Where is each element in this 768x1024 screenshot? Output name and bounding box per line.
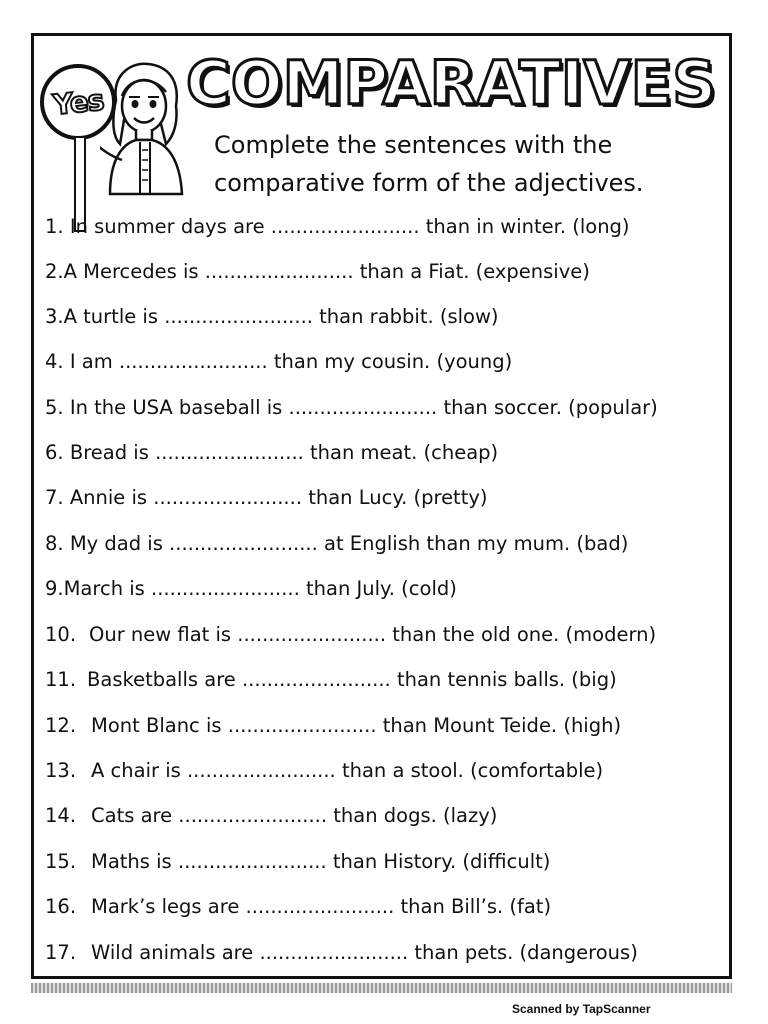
sentence-number: 11. <box>45 668 77 691</box>
sentence-number: 2. <box>45 260 64 283</box>
scanner-watermark: Scanned by TapScanner <box>512 1002 651 1016</box>
scan-edge-strip <box>31 983 732 993</box>
sentence-number: 3. <box>45 305 64 328</box>
sentence-text: In the USA baseball is ........................ than soccer. (popular) <box>69 396 658 419</box>
sentence-item <box>45 849 550 875</box>
sentence-text: My dad is ........................ at English than my mum. (bad) <box>69 532 629 555</box>
instructions-line-2: comparative form of the adjectives. <box>214 169 644 197</box>
sentence-number: 10. <box>45 623 77 646</box>
sentence-item <box>45 713 621 739</box>
instructions-line-1: Complete the sentences with the <box>214 131 613 159</box>
sentence-text: Basketballs are ........................ than tennis balls. (big) <box>87 668 617 691</box>
sentence-item <box>45 214 630 240</box>
sentence-text: Mont Blanc is ........................ than Mount Teide. (high) <box>91 714 622 737</box>
sentence-number: 12. <box>45 714 77 737</box>
sentence-item <box>45 758 603 784</box>
sentence-item <box>45 667 617 693</box>
sentence-item <box>45 940 638 966</box>
sentence-text: Maths is ........................ than History. (difficult) <box>91 850 551 873</box>
sentence-item <box>45 531 628 557</box>
sentence-number: 17. <box>45 941 77 964</box>
sentence-item <box>45 803 497 829</box>
sentence-number: 13. <box>45 759 77 782</box>
sentence-text: Mark’s legs are ........................ than Bill’s. (fat) <box>91 895 552 918</box>
sentence-text: Bread is ........................ than meat. (cheap) <box>69 441 499 464</box>
sentence-item <box>45 894 551 920</box>
sentence-number: 15. <box>45 850 77 873</box>
sentence-item <box>45 485 488 511</box>
sentence-text: A chair is ........................ than a stool. (comfortable) <box>91 759 604 782</box>
sentence-number: 5. <box>45 396 64 419</box>
sentence-number: 14. <box>45 804 77 827</box>
sentence-item <box>45 440 498 466</box>
sentence-item <box>45 622 656 648</box>
sentence-item <box>45 304 499 330</box>
sentence-text: In summer days are ........................ than in winter. (long) <box>69 215 630 238</box>
sentence-text: Cats are ........................ than dogs. (lazy) <box>91 804 498 827</box>
sentence-number: 6. <box>45 441 64 464</box>
sentence-text: Wild animals are ........................ than pets. (dangerous) <box>91 941 638 964</box>
sentence-text: March is ........................ than July. (cold) <box>63 577 457 600</box>
sentence-text: A turtle is ........................ than rabbit. (slow) <box>63 305 499 328</box>
sentence-item <box>45 259 590 285</box>
sentence-text: I am ........................ than my cousin. (young) <box>69 350 513 373</box>
sentence-number: 4. <box>45 350 64 373</box>
sentence-item <box>45 576 457 602</box>
sentence-number: 7. <box>45 486 64 509</box>
sentence-text: Our new flat is ........................ than the old one. (modern) <box>89 623 657 646</box>
sentence-item <box>45 349 512 375</box>
sentence-number: 9. <box>45 577 64 600</box>
sentence-number: 16. <box>45 895 77 918</box>
sentence-text: Annie is ........................ than Lucy. (pretty) <box>69 486 488 509</box>
sentence-number: 8. <box>45 532 64 555</box>
sentence-number: 1. <box>45 215 64 238</box>
sentence-text: A Mercedes is ........................ than a Fiat. (expensive) <box>63 260 590 283</box>
page-title: COMPARATIVES <box>186 48 717 119</box>
sentence-item <box>45 395 658 421</box>
yes-sign-text: Yes <box>51 82 105 122</box>
